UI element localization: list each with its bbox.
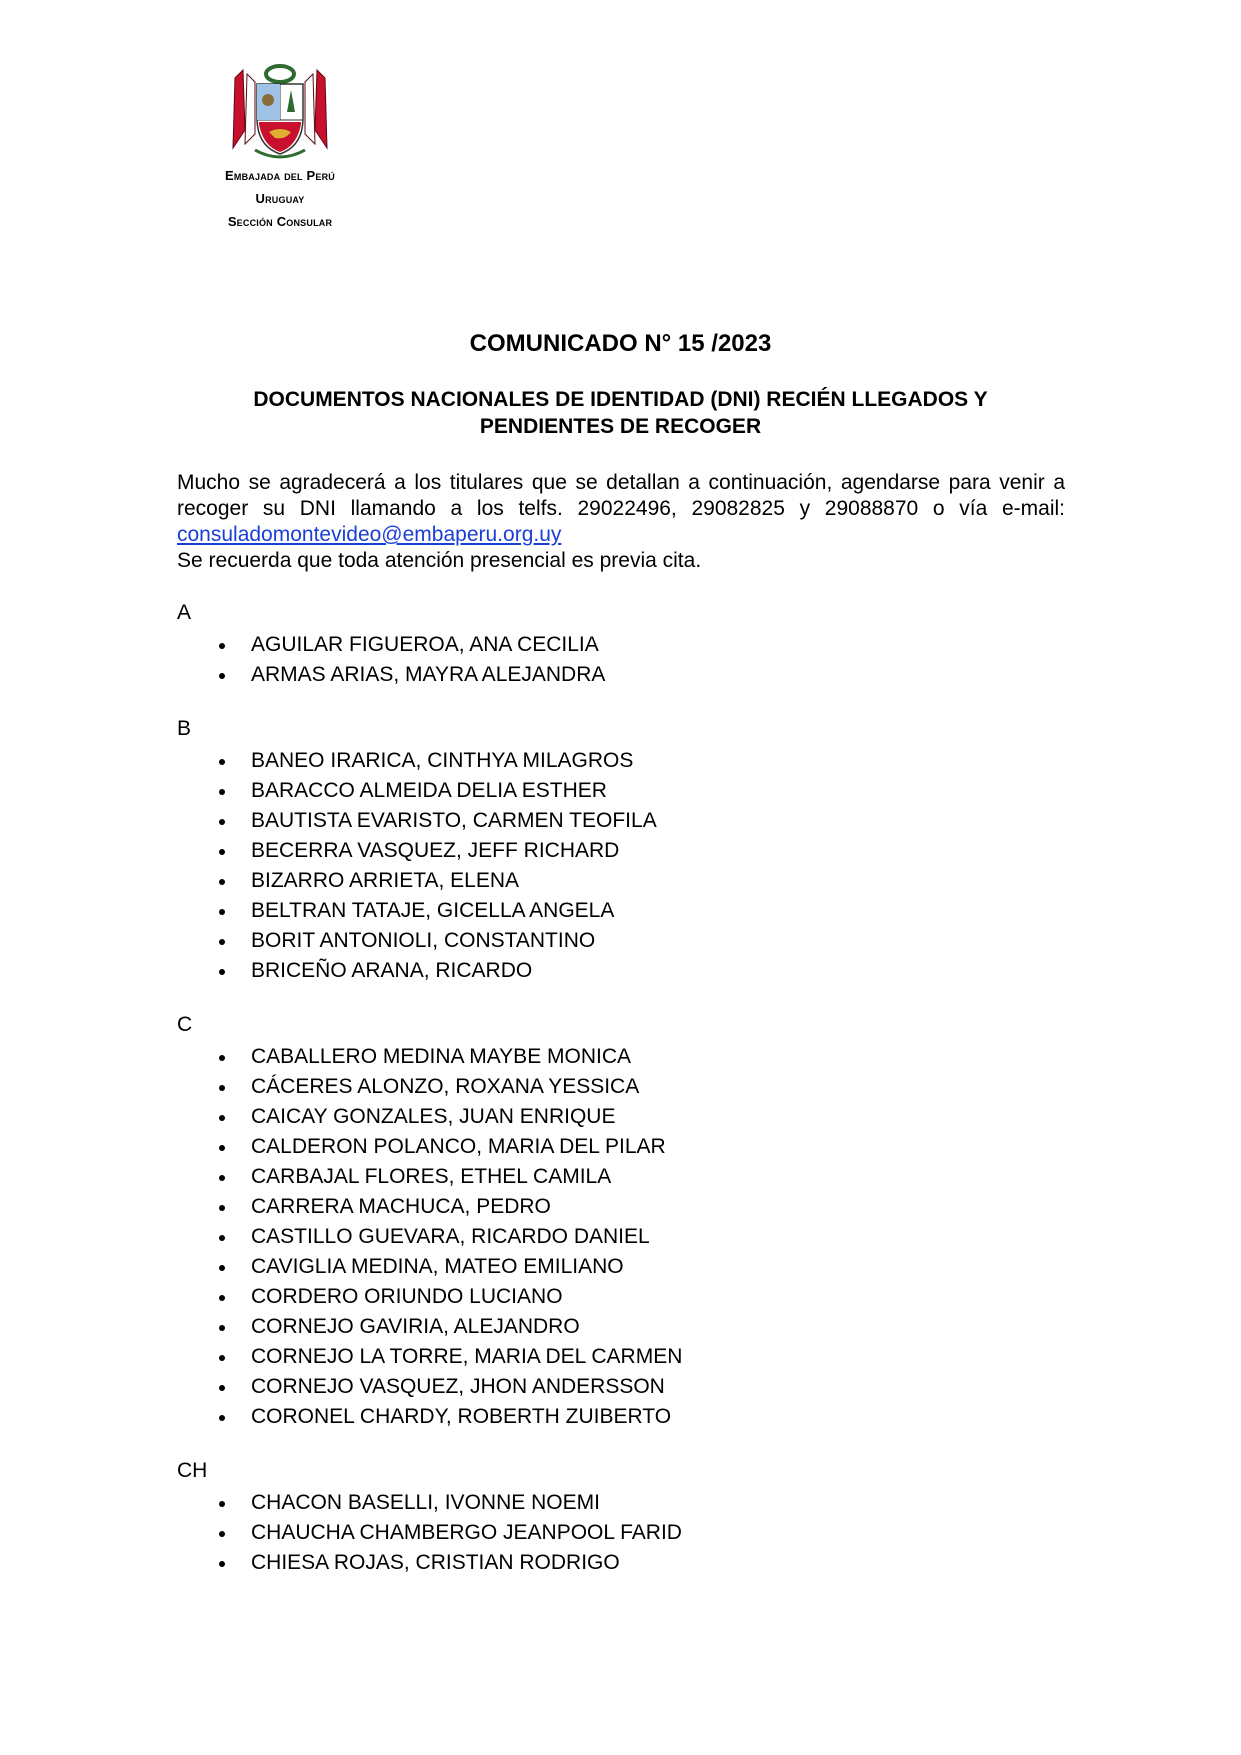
org-embassy: Embajada del Perú <box>225 168 335 183</box>
list-item: BELTRAN TATAJE, GICELLA ANGELA <box>177 896 1077 926</box>
list-item: CORONEL CHARDY, ROBERTH ZUIBERTO <box>177 1402 1077 1432</box>
organization-name <box>160 164 400 233</box>
intro-text: Mucho se agradecerá a los titulares que se detallan a continuación, agendarse para venir a recoger su DNI llamando a los telfs. 29022496, 29082825 y 29088870 o vía e-mail: <box>177 471 1065 520</box>
group-letter: A <box>177 601 192 624</box>
list-item: CALDERON POLANCO, MARIA DEL PILAR <box>177 1132 1077 1162</box>
list-item: CARBAJAL FLORES, ETHEL CAMILA <box>177 1162 1077 1192</box>
letterhead <box>160 60 400 233</box>
list-item: ARMAS ARIAS, MAYRA ALEJANDRA <box>177 660 1077 690</box>
reminder-text: Se recuerda que toda atención presencial es previa cita. <box>177 549 702 572</box>
list-item: BIZARRO ARRIETA, ELENA <box>177 866 1077 896</box>
document-subtitle: DOCUMENTOS NACIONALES DE IDENTIDAD (DNI) RECIÉN LLEGADOS Y PENDIENTES DE RECOGER <box>253 388 988 438</box>
list-item: BANEO IRARICA, CINTHYA MILAGROS <box>177 746 1077 776</box>
letter-group <box>177 1012 1077 1432</box>
list-item: CAICAY GONZALES, JUAN ENRIQUE <box>177 1102 1077 1132</box>
name-list <box>177 1488 1077 1578</box>
list-item: CORNEJO VASQUEZ, JHON ANDERSSON <box>177 1372 1077 1402</box>
list-item: CORDERO ORIUNDO LUCIANO <box>177 1282 1077 1312</box>
list-item: CORNEJO GAVIRIA, ALEJANDRO <box>177 1312 1077 1342</box>
list-item: CABALLERO MEDINA MAYBE MONICA <box>177 1042 1077 1072</box>
group-letter: C <box>177 1013 193 1036</box>
list-item: CHIESA ROJAS, CRISTIAN RODRIGO <box>177 1548 1077 1578</box>
list-item: CÁCERES ALONZO, ROXANA YESSICA <box>177 1072 1077 1102</box>
list-item: CHAUCHA CHAMBERGO JEANPOOL FARID <box>177 1518 1077 1548</box>
name-list <box>177 630 1077 690</box>
list-item: CORNEJO LA TORRE, MARIA DEL CARMEN <box>177 1342 1077 1372</box>
group-letter: CH <box>177 1459 208 1482</box>
document-title: COMUNICADO N° 15 /2023 <box>469 330 772 357</box>
intro-paragraph <box>177 470 1065 574</box>
list-item: CASTILLO GUEVARA, RICARDO DANIEL <box>177 1222 1077 1252</box>
email-link[interactable]: consuladomontevideo@embaperu.org.uy <box>177 523 562 546</box>
list-item: AGUILAR FIGUEROA, ANA CECILIA <box>177 630 1077 660</box>
name-list <box>177 1042 1077 1432</box>
org-section: Sección Consular <box>227 214 333 229</box>
list-item: BARACCO ALMEIDA DELIA ESTHER <box>177 776 1077 806</box>
list-item: BRICEÑO ARANA, RICARDO <box>177 956 1077 986</box>
org-country: Uruguay <box>255 191 305 206</box>
list-item: CAVIGLIA MEDINA, MATEO EMILIANO <box>177 1252 1077 1282</box>
name-list <box>177 746 1077 986</box>
list-item: CHACON BASELLI, IVONNE NOEMI <box>177 1488 1077 1518</box>
list-item: BECERRA VASQUEZ, JEFF RICHARD <box>177 836 1077 866</box>
peru-coat-of-arms-icon <box>225 60 335 164</box>
letter-group <box>177 1458 1077 1578</box>
name-groups <box>177 600 1077 1604</box>
letter-group <box>177 716 1077 986</box>
list-item: BAUTISTA EVARISTO, CARMEN TEOFILA <box>177 806 1077 836</box>
group-letter: B <box>177 717 192 740</box>
list-item: BORIT ANTONIOLI, CONSTANTINO <box>177 926 1077 956</box>
letter-group <box>177 600 1077 690</box>
list-item: CARRERA MACHUCA, PEDRO <box>177 1192 1077 1222</box>
